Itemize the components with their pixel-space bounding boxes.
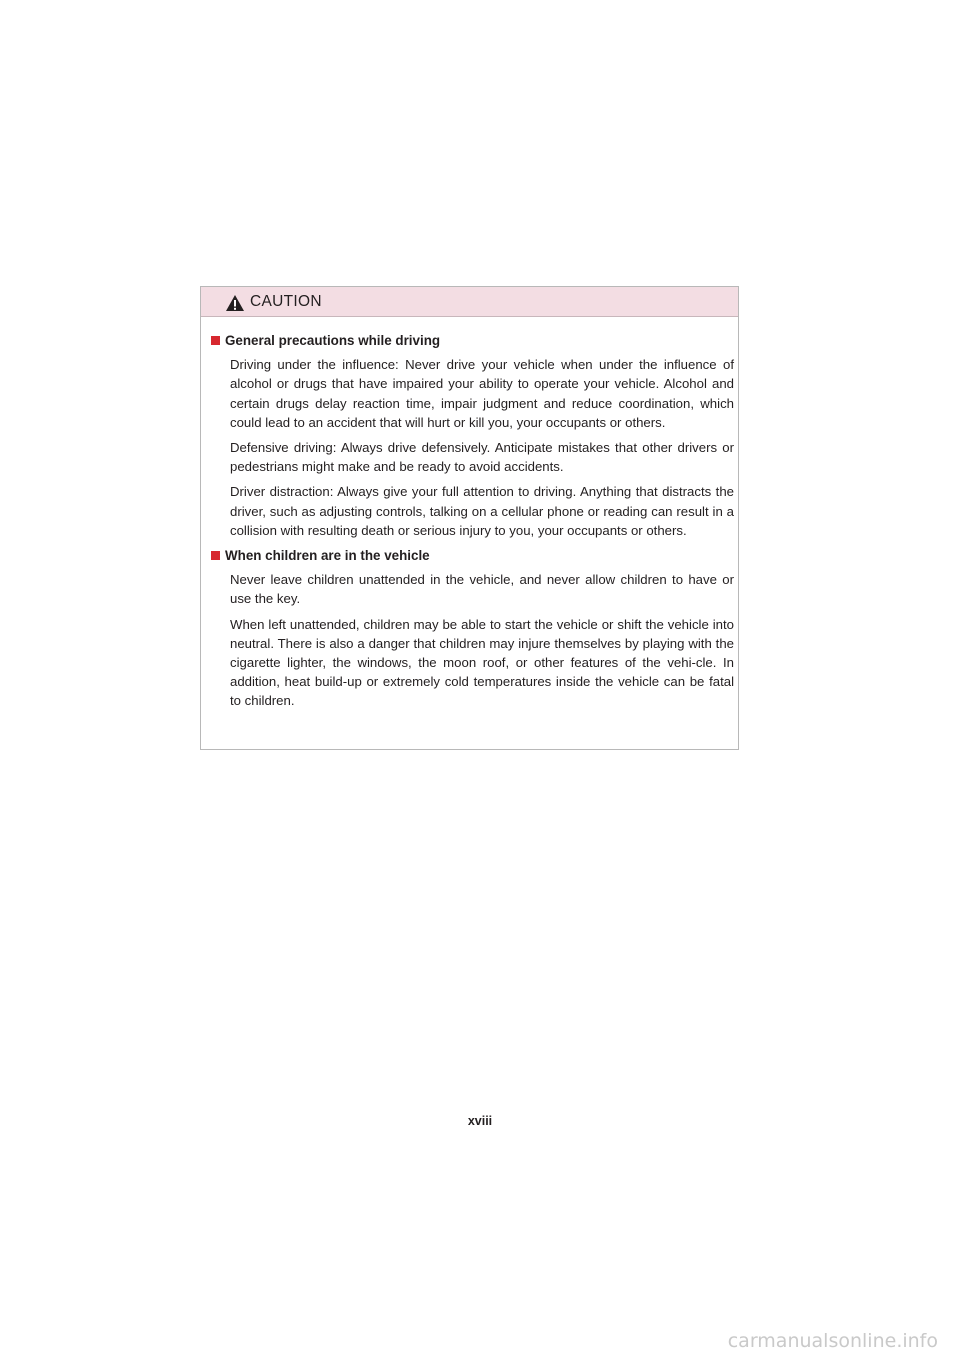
paragraph-driver-distraction: Driver distraction: Always give your full attention to driving. Anything that distracts the driver, such as adjusting controls, talking on a cellular phone or reading can result in a collision with resulting death or serious injury to you, your occupants or others. bbox=[230, 484, 734, 538]
paragraph-driving-under-influence: Driving under the influence: Never drive your vehicle when under the influence of alcohol or drugs that have impaired your ability to operate your vehicle. Alcohol and certain drugs delay reaction time, impair judgment and reduce coordination, which could lead to an accident that will hurt or kill you, your occupants or others. bbox=[230, 357, 734, 430]
caution-title: CAUTION bbox=[250, 292, 322, 310]
paragraph-unattended-children: When left unattended, children may be able to start the vehicle or shift the vehicle into neutral. There is also a danger that children may injure themselves by playing with the cigarette lighter, the windows, the moon roof, or other features of the vehi-cle. In addition, heat build-up or extremely cold temperatures inside the vehicle can be fatal to children. bbox=[230, 616, 734, 709]
section-children-in-vehicle bbox=[211, 546, 734, 711]
section-heading bbox=[211, 331, 734, 350]
square-bullet-icon bbox=[211, 551, 220, 560]
watermark: carmanualsonline.info bbox=[727, 1330, 938, 1352]
section-heading bbox=[211, 546, 734, 565]
caution-header bbox=[201, 287, 738, 317]
paragraph-defensive-driving: Defensive driving: Always drive defensively. Anticipate mistakes that other drivers or pedestrians might make and be ready to avoid accidents. bbox=[230, 440, 734, 475]
section-general-precautions bbox=[211, 331, 734, 540]
caution-box bbox=[200, 286, 739, 750]
caution-body bbox=[201, 317, 738, 711]
square-bullet-icon bbox=[211, 336, 220, 345]
section-heading-text: General precautions while driving bbox=[225, 333, 441, 348]
page-number: xviii bbox=[467, 1114, 493, 1128]
paragraph-never-leave-children: Never leave children unattended in the vehicle, and never allow children to have or use the key. bbox=[230, 572, 734, 607]
warning-triangle-icon bbox=[225, 294, 245, 312]
section-heading-text: When children are in the vehicle bbox=[225, 548, 430, 564]
